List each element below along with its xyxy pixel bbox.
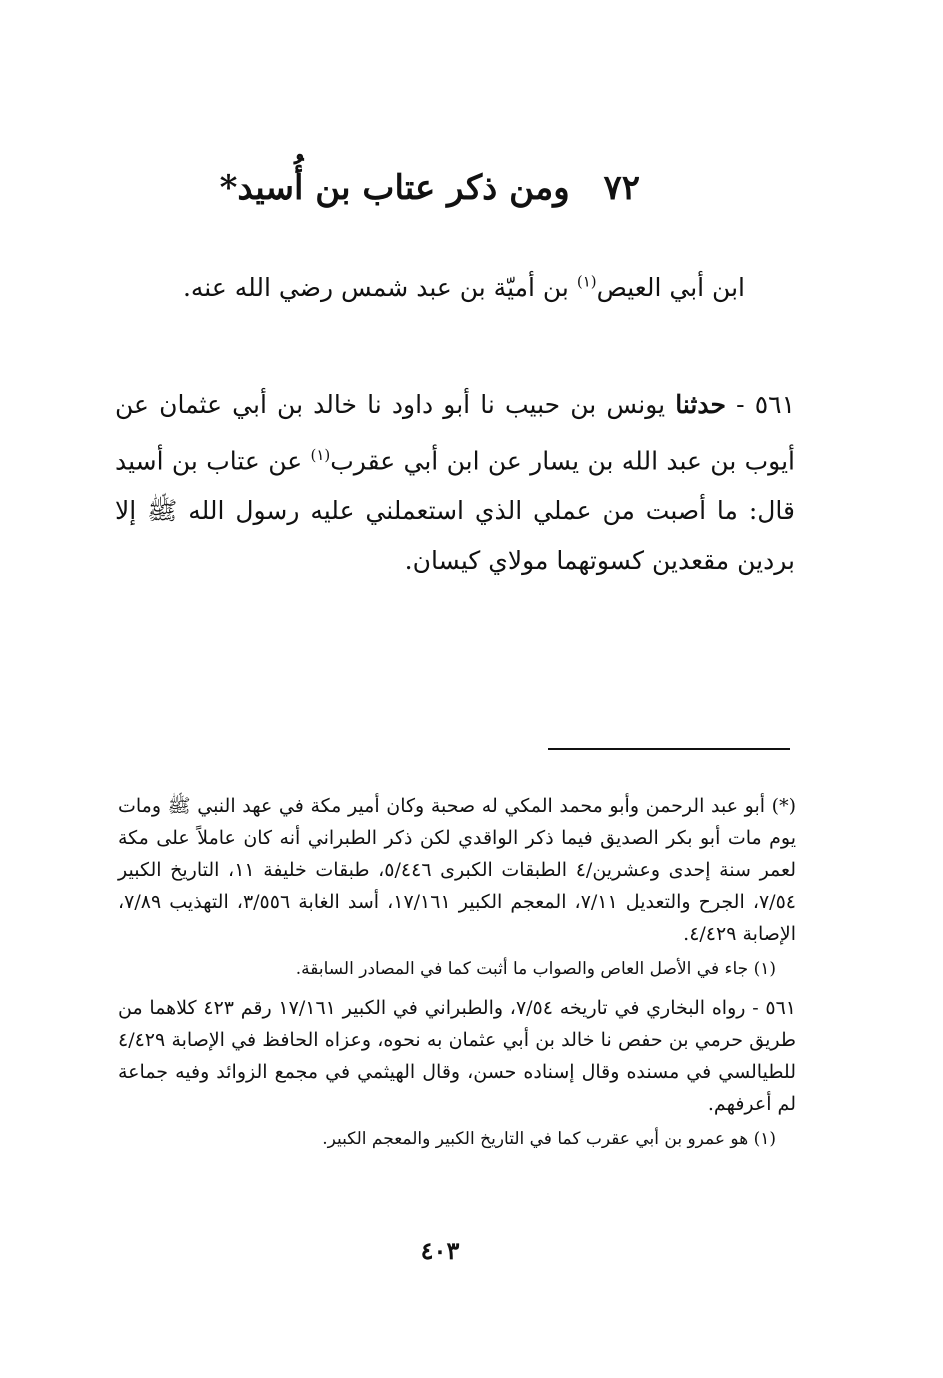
chapter-number: ٧٢ — [603, 168, 640, 208]
page-number: ٤٠٣ — [420, 1236, 460, 1265]
footnote-divider — [548, 748, 790, 750]
subtitle-text-start: ابن أبي العيص — [596, 273, 745, 302]
footnotes-section — [118, 790, 796, 1162]
chapter-heading — [219, 168, 640, 208]
footnote-star-sub: (١) جاء في الأصل العاص والصواب ما أثبت كما في المصادر السابقة. — [295, 959, 776, 979]
footnote-hadith-sub: (١) هو عمرو بن أبي عقرب كما في التاريخ الكبير والمعجم الكبير. — [322, 1129, 776, 1149]
hadith-text-start: يونس بن حبيب نا أبو داود نا خالد بن أبي عثمان عن أيوب بن عبد الله بن يسار عن ابن أبي عقرب — [115, 390, 795, 476]
subtitle-text-end: بن أميّة بن عبد شمس رضي الله عنه. — [182, 273, 577, 302]
footnote-marker: (١) — [310, 446, 331, 464]
footnote-star: (*) أبو عبد الرحمن وأبو محمد المكي له صحبة وكان أمير مكة في عهد النبي ﷺ ومات يوم مات أبو بكر الصديق فيما ذكر الواقدي لكن ذكر الطبراني أنه كان عاملاً على مكة لعمر سنة إحدى وعشرين/٤ الطبقات الكبرى ٥/٤٤٦، طبقات خليفة ١١، التاريخ الكبير ٧/٥٤، الجرح والتعديل ٧/١١، المعجم الكبير ١٧/١٦١، أسد الغابة ٣/٥٥٦، التهذيب ٧/٨٩، الإصابة ٤/٤٢٩. — [118, 795, 796, 945]
footnote-hadith: ٥٦١ - رواه البخاري في تاريخه ٧/٥٤، والطبراني في الكبير ١٧/١٦١ رقم ٤٢٣ كلاهما من طريق حرمي بن حفص نا خالد بن أبي عثمان به نحوه، وعزاه الحافظ في الإصابة ٤/٤٢٩ للطيالسي في مسنده وقال إسناده حسن، وقال الهيثمي في مجمع الزوائد وفيه جماعة لم أعرفهم. — [118, 997, 797, 1115]
hadith-text-end: عن عتاب بن أسيد قال: ما أصبت من عملي الذي استعملني عليه رسول الله ﷺ إلا بردين مقعدين كسوتهما مولاي كيسان. — [115, 446, 795, 576]
footnote-marker: (١) — [576, 272, 597, 291]
hadith-lead-word: حدثنا — [675, 390, 726, 419]
chapter-subtitle — [150, 270, 745, 305]
chapter-title: ومن ذكر عتاب بن أُسيد* — [219, 168, 570, 208]
hadith-paragraph — [115, 380, 795, 586]
hadith-number: ٥٦١ - — [725, 390, 796, 419]
